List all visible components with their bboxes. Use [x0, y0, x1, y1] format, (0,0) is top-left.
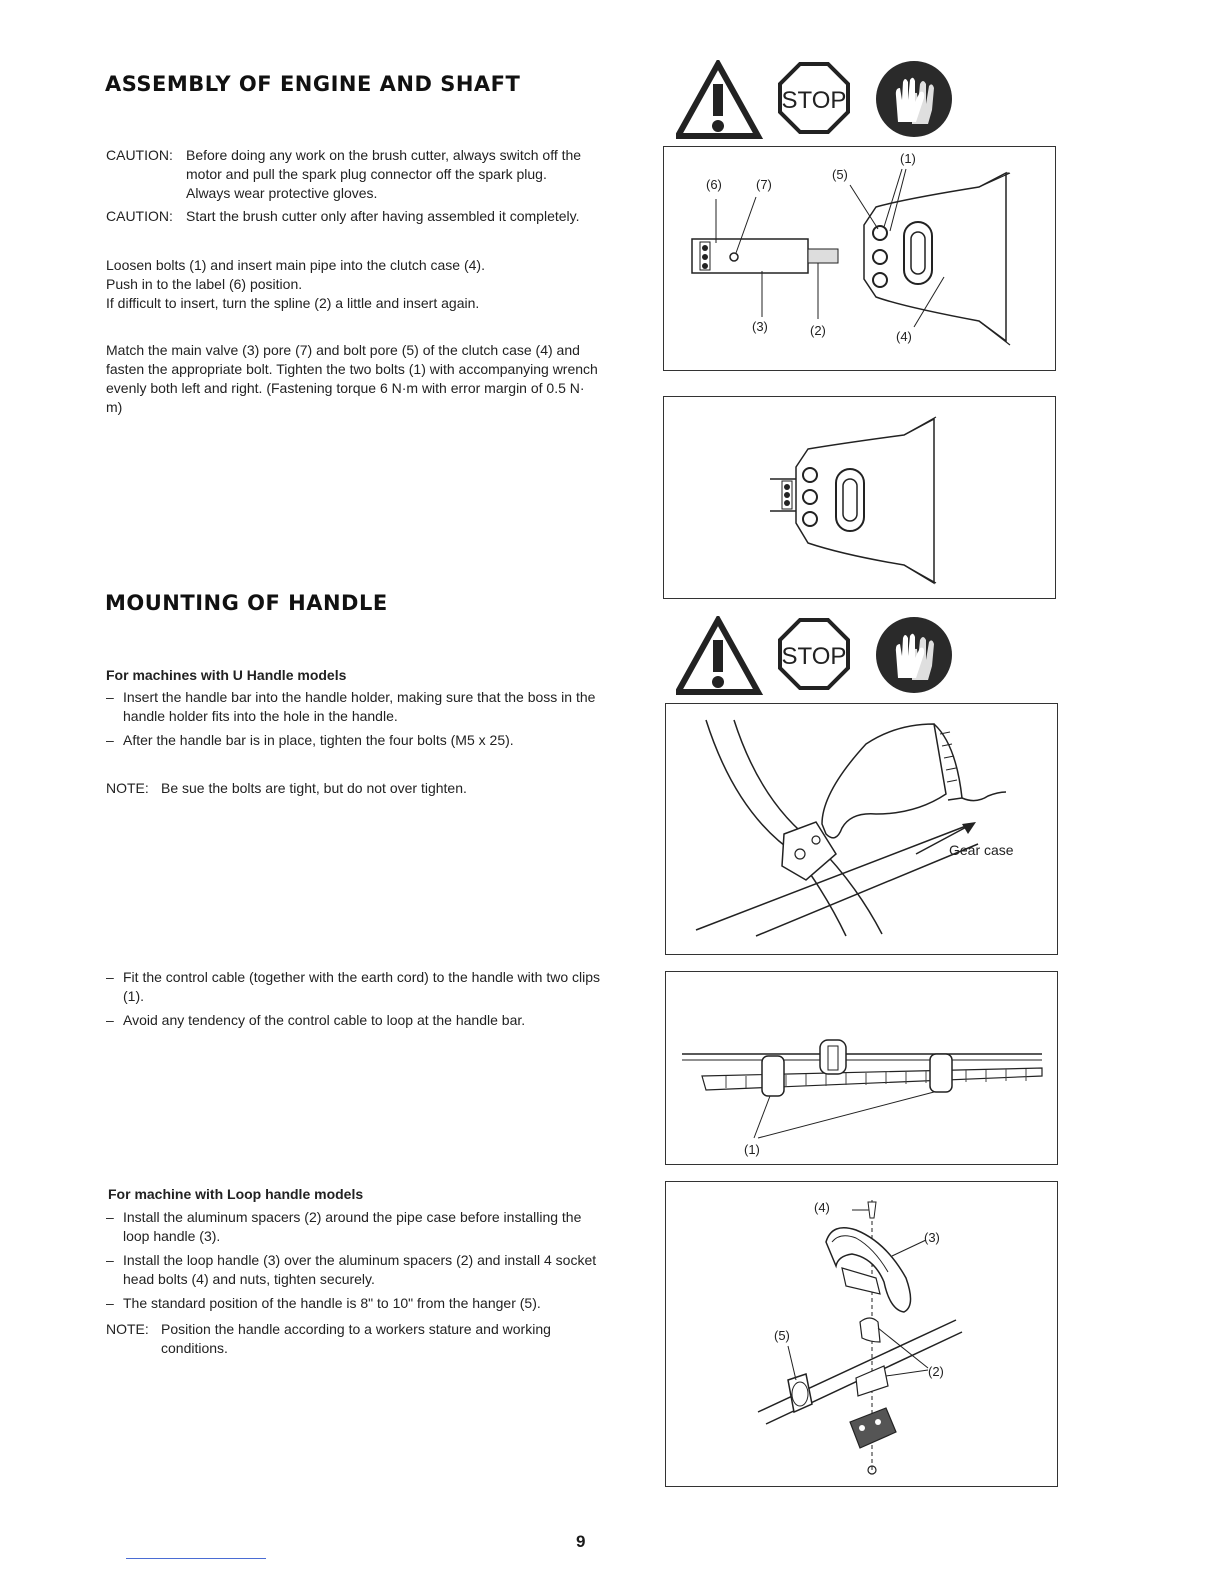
safety-icons-row-1 [676, 60, 966, 142]
bullet-text [123, 688, 595, 726]
text-line: head bolts (4) and nuts, tighten securely. [123, 1271, 375, 1287]
gloves-icon [876, 61, 952, 137]
text-line: loop handle (3). [123, 1228, 221, 1244]
label-4: (4) [814, 1200, 830, 1215]
text-line: Match the main valve (3) pore (7) and bolt pore (5) of the clutch case (4) and [106, 342, 580, 358]
bullet-text: Avoid any tendency of the control cable to loop at the handle bar. [123, 1012, 526, 1028]
text-line: fasten the appropriate bolt. Tighten the two bolts (1) with accompanying wrench [106, 361, 598, 377]
bullet-dash: – [106, 1295, 114, 1311]
caution-label: CAUTION: [106, 147, 173, 163]
figure-clutch-case-assembly [663, 146, 1056, 371]
loop-bullet-2 [106, 1251, 646, 1291]
label-4: (4) [896, 329, 912, 344]
label-1: (1) [744, 1142, 760, 1157]
figure-cable-clips [665, 971, 1058, 1165]
svg-text:STOP: STOP [781, 87, 847, 114]
bullet-text: After the handle bar is in place, tighten the four bolts (M5 x 25). [123, 732, 514, 748]
figure-loop-handle [665, 1181, 1058, 1487]
bullet-dash: – [106, 1252, 114, 1268]
bullet-dash: – [106, 969, 114, 985]
text-line: Push in to the label (6) position. [106, 276, 303, 292]
bullet-dash: – [106, 732, 114, 748]
bullet-dash: – [106, 1209, 114, 1225]
text-line: Install the loop handle (3) over the aluminum spacers (2) and install 4 socket [123, 1252, 597, 1268]
caution-label: CAUTION: [106, 208, 173, 224]
caution-line: Always wear protective gloves. [186, 185, 378, 201]
stop-sign-icon [780, 64, 848, 132]
label-1: (1) [900, 151, 916, 166]
loop-bullet-3 [106, 1294, 646, 1314]
caution-block-2 [106, 207, 646, 227]
label-5: (5) [832, 167, 848, 182]
text-line: Position the handle according to a workers stature and working [161, 1321, 551, 1337]
label-5: (5) [774, 1328, 790, 1343]
text-line: conditions. [161, 1340, 228, 1356]
text-line: Install the aluminum spacers (2) around the pipe case before installing the [123, 1209, 582, 1225]
note-text: Be sue the bolts are tight, but do not over tighten. [161, 780, 467, 796]
u-handle-bullet-2 [106, 731, 646, 751]
safety-icons-row-2 [676, 616, 966, 698]
section-title-mounting-handle: MOUNTING OF HANDLE [105, 591, 388, 615]
bullet-text [123, 1208, 581, 1246]
text-line: If difficult to insert, turn the spline (2) a little and insert again. [106, 295, 480, 311]
note-block-2 [106, 1320, 646, 1360]
text-line: m) [106, 399, 123, 415]
caution-body [186, 146, 646, 203]
label-3: (3) [752, 319, 768, 334]
bullet-dash: – [106, 689, 114, 705]
loop-bullet-1 [106, 1208, 646, 1248]
paragraph-fasten-bolts [106, 341, 646, 417]
label-2: (2) [928, 1364, 944, 1379]
paragraph-insert-pipe [106, 256, 646, 313]
caution-line: Before doing any work on the brush cutter, always switch off the [186, 147, 582, 163]
caution-line: motor and pull the spark plug connector off the spark plug. [186, 166, 547, 182]
figure-assembled-clutch-case [663, 396, 1056, 599]
u-handle-bullet-1 [106, 688, 646, 728]
svg-text:STOP: STOP [781, 643, 847, 670]
label-7: (7) [756, 177, 772, 192]
gloves-icon [876, 617, 952, 693]
text-line: handle holder fits into the hole in the handle. [123, 708, 398, 724]
bullet-text [123, 968, 600, 1006]
text-line: Insert the handle bar into the handle holder, making sure that the boss in the [123, 689, 596, 705]
label-2: (2) [810, 323, 826, 338]
text-line: evenly both left and right. (Fastening torque 6 N·m with error margin of 0.5 N· [106, 380, 585, 396]
bullet-text: The standard position of the handle is 8" to 10" from the hanger (5). [123, 1295, 541, 1311]
footer-rule [126, 1558, 266, 1559]
note-text [161, 1320, 621, 1358]
cable-bullet-1 [106, 968, 646, 1008]
note-label: NOTE: [106, 780, 149, 796]
label-6: (6) [706, 177, 722, 192]
loop-handle-heading: For machine with Loop handle models [108, 1186, 364, 1202]
figure-u-handle-mounting [665, 703, 1058, 955]
warning-triangle-icon [678, 620, 758, 692]
cable-bullet-2 [106, 1011, 646, 1031]
u-handle-heading: For machines with U Handle models [106, 667, 347, 683]
caution-block-1 [106, 146, 646, 206]
note-block-1 [106, 779, 646, 799]
bullet-text [123, 1251, 596, 1289]
section-title-assembly: ASSEMBLY OF ENGINE AND SHAFT [105, 72, 521, 96]
warning-triangle-icon [678, 64, 758, 136]
label-gear-case: Gear case [949, 842, 1014, 858]
page-number: 9 [576, 1532, 586, 1551]
caution-body: Start the brush cutter only after having assembled it completely. [186, 208, 580, 224]
label-3: (3) [924, 1230, 940, 1245]
text-line: (1). [123, 988, 144, 1004]
stop-sign-icon [780, 620, 848, 688]
text-line: Fit the control cable (together with the earth cord) to the handle with two clips [123, 969, 601, 985]
bullet-dash: – [106, 1012, 114, 1028]
text-line: Loosen bolts (1) and insert main pipe into the clutch case (4). [106, 257, 485, 273]
note-label: NOTE: [106, 1321, 149, 1337]
